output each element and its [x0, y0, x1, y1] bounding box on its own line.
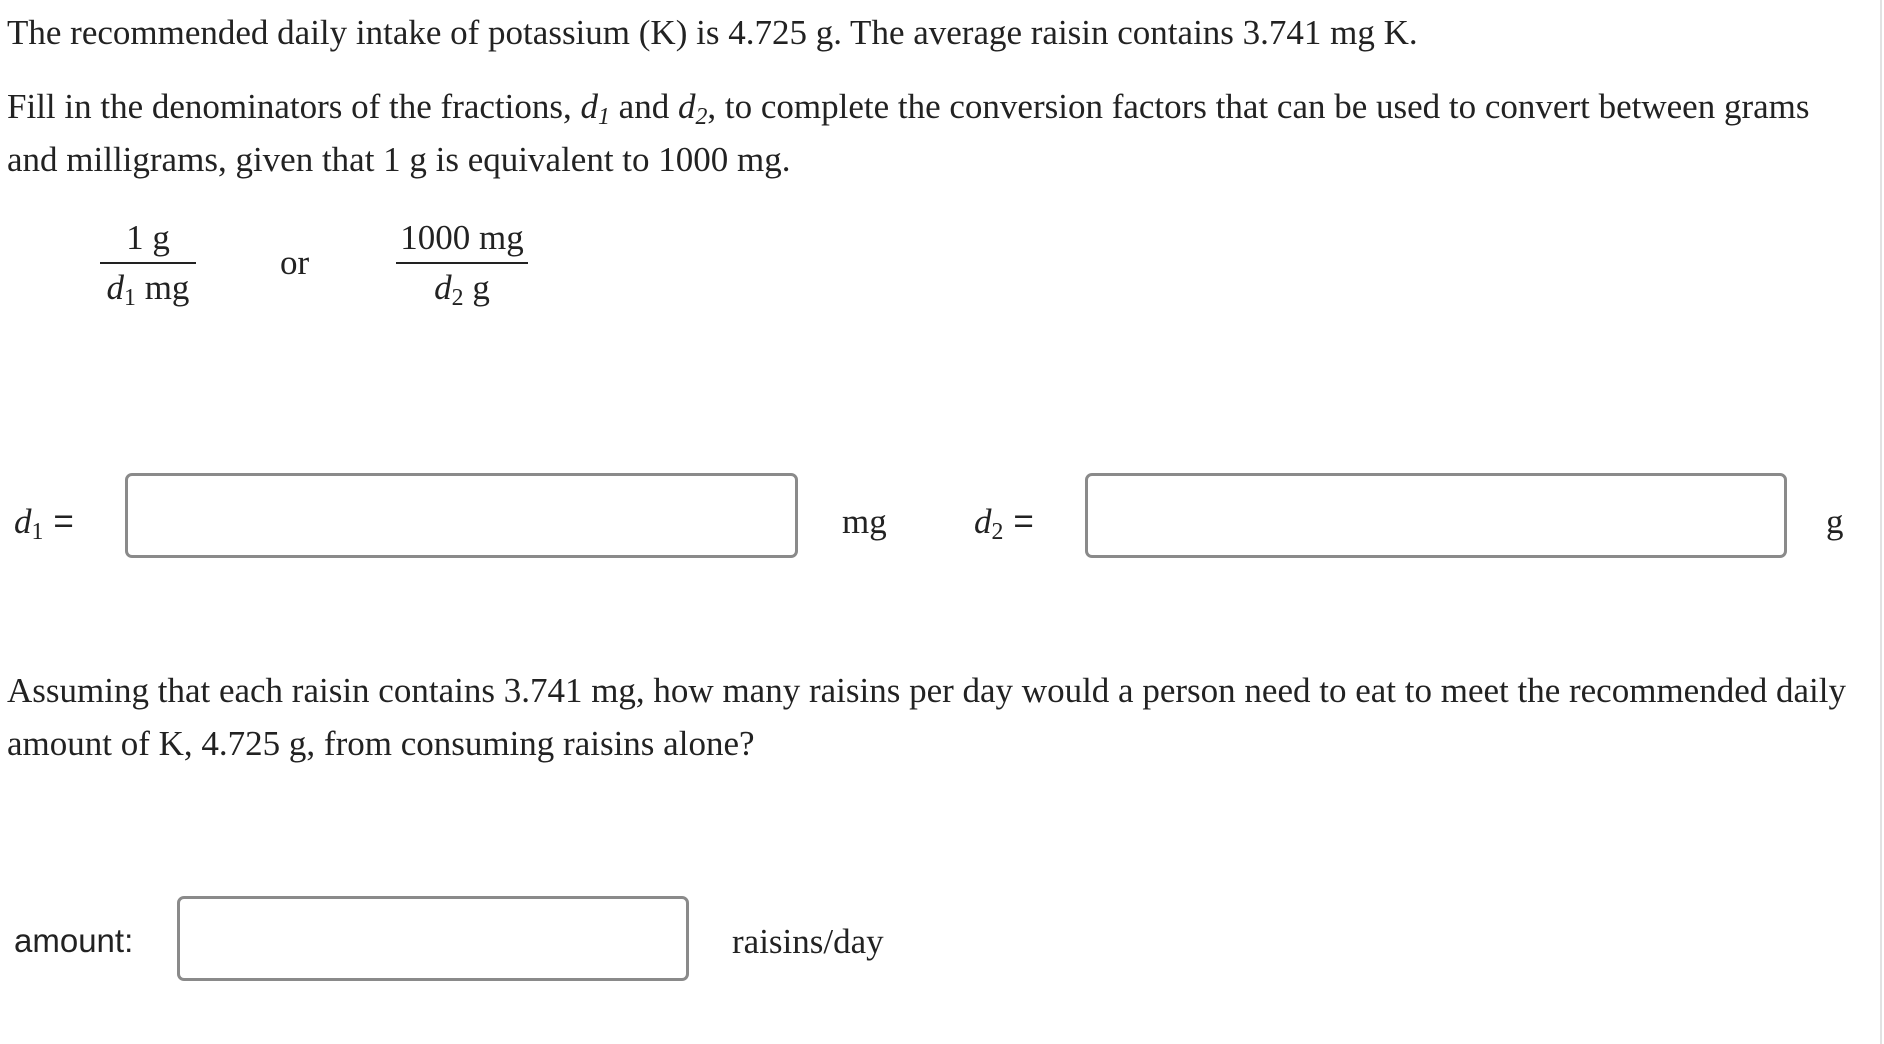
instructions-part1: Fill in the denominators of the fractions,	[7, 87, 581, 126]
conversion-fraction-2	[396, 218, 528, 311]
fraction-2-denominator: $d_2$ g	[434, 268, 490, 311]
d1-input[interactable]	[125, 473, 798, 558]
d2-label: $d_2$ =	[974, 502, 1034, 545]
amount-input[interactable]	[177, 896, 689, 981]
instructions-d2: $d_2$	[677, 87, 708, 130]
amount-unit: raisins/day	[732, 922, 884, 961]
or-separator: or	[280, 243, 310, 282]
instructions-d1: $d_1$	[580, 87, 610, 130]
intro-text: The recommended daily intake of potassium (K) is 4.725 g. The average raisin contains 3.741 mg K.	[7, 13, 1418, 52]
d2-input[interactable]	[1085, 473, 1787, 558]
d2-unit: g	[1826, 502, 1844, 541]
d1-label: $d_1$ =	[14, 502, 74, 545]
fraction-1-numerator: 1 g	[100, 218, 196, 264]
instructions-and: and	[609, 87, 678, 126]
fraction-2-numerator: 1000 mg	[396, 218, 528, 264]
amount-label: amount:	[14, 922, 134, 959]
scrollbar-edge[interactable]	[1880, 0, 1882, 1044]
instructions-part2: , to complete the conversion factors that can be used to convert between grams and milligrams, given that 1 g is equivalent to 1000 mg.	[7, 87, 1810, 179]
conversion-fraction-1	[100, 218, 196, 311]
followup-question-text: Assuming that each raisin contains 3.741 mg, how many raisins per day would a person need to eat to meet the recommended daily amount of K, 4.725 g, from consuming raisins alone?	[7, 671, 1846, 763]
fraction-1-denominator: $d_1$ mg	[106, 268, 190, 311]
d1-unit: mg	[842, 502, 887, 541]
instructions-text	[7, 80, 1867, 186]
